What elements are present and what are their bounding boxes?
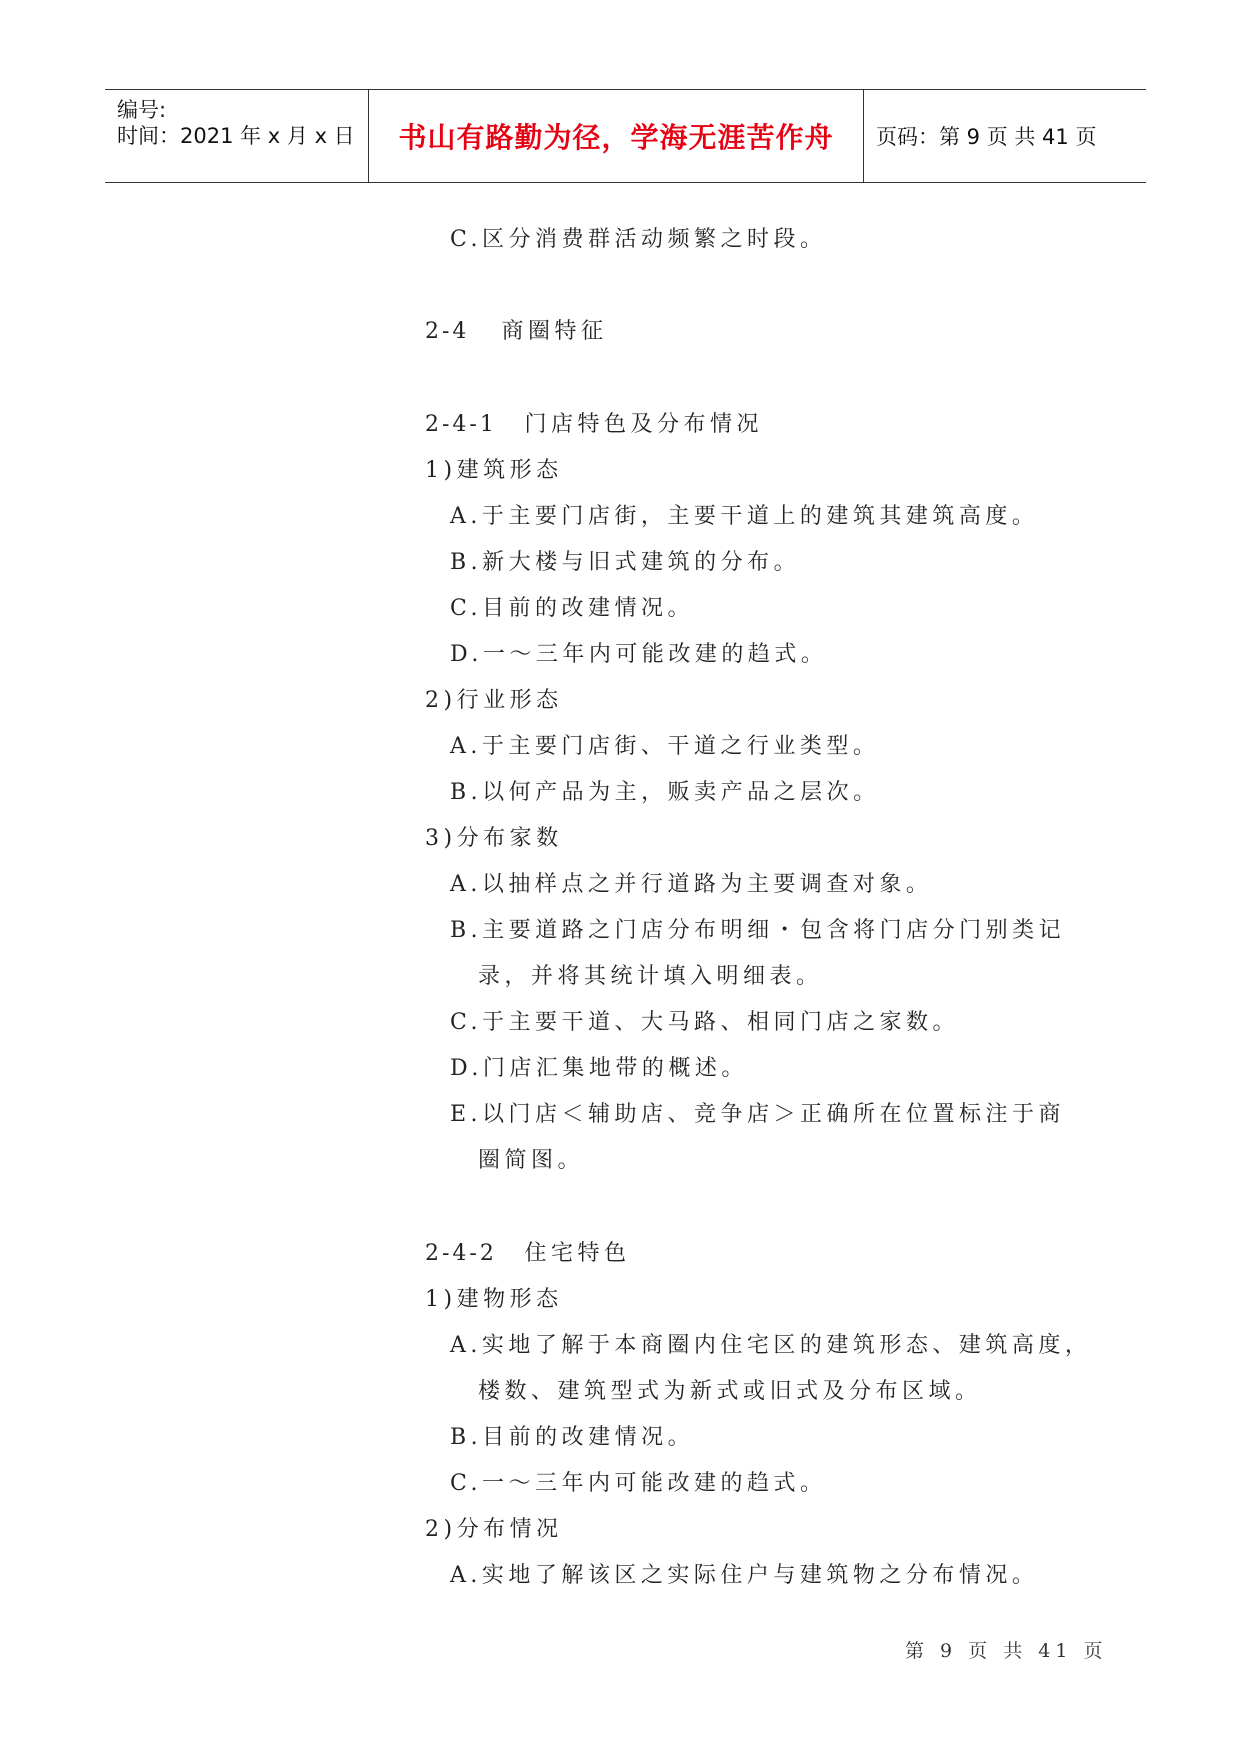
subsection-number: 2-4-2 — [425, 1241, 497, 1266]
subsection-heading — [425, 411, 763, 439]
list-item: C.目前的改建情况。 — [450, 596, 695, 621]
header-motto-cell — [369, 90, 864, 182]
subsection-title: 门店特色及分布情况 — [524, 412, 764, 437]
subsection-heading — [425, 1240, 631, 1268]
header-page-cell — [864, 90, 1146, 182]
list-item-continuation: 楼数、建筑型式为新式或旧式及分布区域。 — [478, 1379, 982, 1404]
paragraph-line: C.区分消费群活动频繁之时段。 — [450, 227, 827, 252]
header-page-number: 页码：第 9 页 共 41 页 — [876, 125, 1097, 149]
list-heading: 1)建物形态 — [425, 1287, 563, 1312]
list-item: A.实地了解于本商圈内住宅区的建筑形态、建筑高度， — [450, 1333, 1092, 1358]
list-item-continuation: 录，并将其统计填入明细表。 — [478, 964, 823, 989]
document-time-label: 时间：2021 年 x 月 x 日 — [117, 124, 355, 148]
list-item: A.以抽样点之并行道路为主要调查对象。 — [450, 872, 933, 897]
list-item: D.门店汇集地带的概述。 — [450, 1056, 748, 1081]
list-item: E.以门店＜辅助店、竞争店＞正确所在位置标注于商 — [450, 1102, 1066, 1127]
list-item: C.一～三年内可能改建的趋式。 — [450, 1471, 827, 1496]
subsection-number: 2-4-1 — [425, 412, 497, 437]
list-item: D.一～三年内可能改建的趋式。 — [450, 642, 828, 667]
subsection-title: 住宅特色 — [524, 1241, 631, 1266]
list-item: A.于主要门店街，主要干道上的建筑其建筑高度。 — [450, 504, 1039, 529]
list-item: C.于主要干道、大马路、相同门店之家数。 — [450, 1010, 960, 1035]
list-heading: 3)分布家数 — [425, 826, 563, 851]
list-heading: 2)分布情况 — [425, 1517, 563, 1542]
list-item: B.目前的改建情况。 — [450, 1425, 695, 1450]
page-footer-number: 第 9 页 共 41 页 — [905, 1640, 1108, 1662]
list-item: B.新大楼与旧式建筑的分布。 — [450, 550, 801, 575]
section-heading — [425, 318, 608, 346]
section-number: 2-4 — [425, 319, 470, 344]
document-number-label: 编号: — [117, 98, 167, 122]
list-heading: 2)行业形态 — [425, 688, 563, 713]
list-item: A.于主要门店街、干道之行业类型。 — [450, 734, 880, 759]
section-title: 商圈特征 — [501, 319, 608, 344]
list-heading: 1)建筑形态 — [425, 458, 563, 483]
list-item-continuation: 圈简图。 — [478, 1148, 585, 1173]
document-header — [105, 89, 1146, 183]
header-motto: 书山有路勤为径，学海无涯苦作舟 — [398, 121, 834, 154]
list-item: B.主要道路之门店分布明细・包含将门店分门别类记 — [450, 918, 1066, 943]
list-item: A.实地了解该区之实际住户与建筑物之分布情况。 — [450, 1563, 1039, 1588]
list-item: B.以何产品为主，贩卖产品之层次。 — [450, 780, 880, 805]
header-info-cell — [105, 90, 369, 182]
